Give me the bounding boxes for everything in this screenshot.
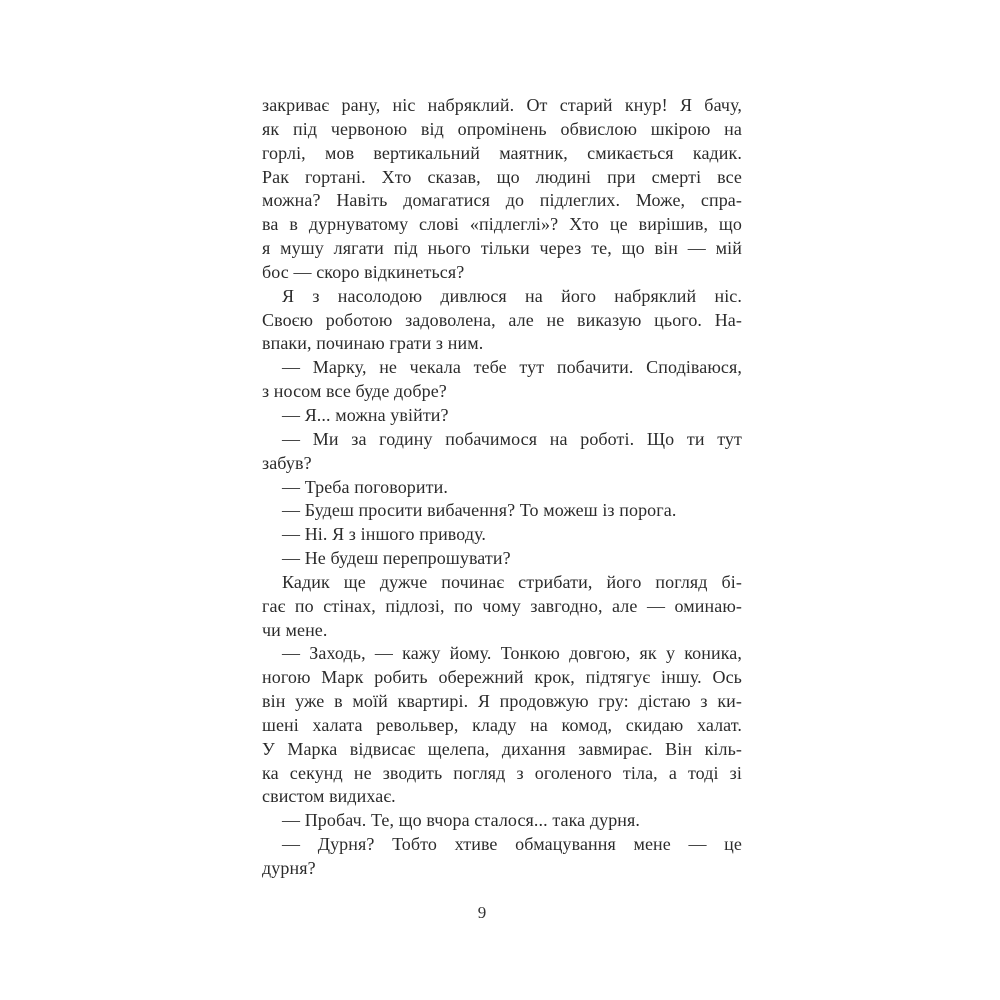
text-line: гає по стінах, підлозі, по чому завгодно, але — оминаю- — [262, 595, 742, 616]
text-line: бос — скоро відкинеться? — [262, 261, 465, 282]
text-line: з носом все буде добре? — [262, 381, 447, 402]
text-line: забув? — [262, 452, 312, 473]
text-line: — Заходь, — кажу йому. Тонкою довгою, як у коника, — [282, 643, 742, 664]
text-line: впаки, починаю грати з ним. — [262, 333, 484, 354]
text-line: ногою Марк робить обережний крок, підтягує іншу. Ось — [262, 667, 742, 688]
text-line: — Марку, не чекала тебе тут побачити. Сподіваюся, — [282, 357, 742, 378]
text-line: можна? Навіть домагатися до підлеглих. Може, спра- — [262, 190, 742, 211]
text-line: У Марка відвисає щелепа, дихання завмирає. Він кіль- — [262, 738, 742, 759]
text-block — [262, 94, 742, 881]
text-line: він уже в моїй квартирі. Я продовжую гру: дістаю з ки- — [262, 691, 742, 712]
text-line: — Не будеш перепрошувати? — [282, 548, 511, 569]
text-line: шені халата револьвер, кладу на комод, скидаю халат. — [262, 714, 742, 735]
text-line: як під червоною від опромінень обвислою шкірою на — [262, 118, 742, 139]
text-line: — Я... можна увійти? — [282, 404, 449, 425]
text-line: дурня? — [262, 858, 316, 878]
text-line: Своєю роботою задоволена, але не виказую цього. На- — [262, 309, 742, 330]
text-line: ка секунд не зводить погляд з оголеного тіла, а тоді зі — [262, 762, 742, 783]
text-line: горлі, мов вертикальний маятник, смикається кадик. — [262, 142, 742, 163]
page-number: 9 — [477, 903, 487, 922]
text-line: ва в дурнуватому слові «підлеглі»? Хто це вирішив, що — [262, 214, 742, 235]
text-line: свистом видихає. — [262, 786, 396, 807]
text-line: я мушу лягати під нього тільки через те, що він — мій — [262, 238, 742, 259]
text-line: закриває рану, ніс набряклий. От старий кнур! Я бачу, — [262, 95, 742, 115]
text-line: — Будеш просити вибачення? То можеш із порога. — [282, 500, 677, 521]
text-line: — Пробач. Те, що вчора сталося... така дурня. — [282, 810, 641, 831]
text-line: — Ми за годину побачимося на роботі. Що ти тут — [282, 428, 742, 449]
text-line: Рак гортані. Хто сказав, що людині при смерті все — [262, 166, 742, 187]
text-line: — Треба поговорити. — [282, 476, 448, 497]
text-line: — Ні. Я з іншого приводу. — [282, 524, 487, 545]
text-line: Я з насолодою дивлюся на його набряклий ніс. — [282, 285, 742, 306]
text-line: — Дурня? Тобто хтиве обмацування мене — це — [282, 834, 742, 855]
text-line: чи мене. — [262, 619, 328, 640]
text-line: Кадик ще дужче починає стрибати, його погляд бі- — [282, 571, 742, 592]
